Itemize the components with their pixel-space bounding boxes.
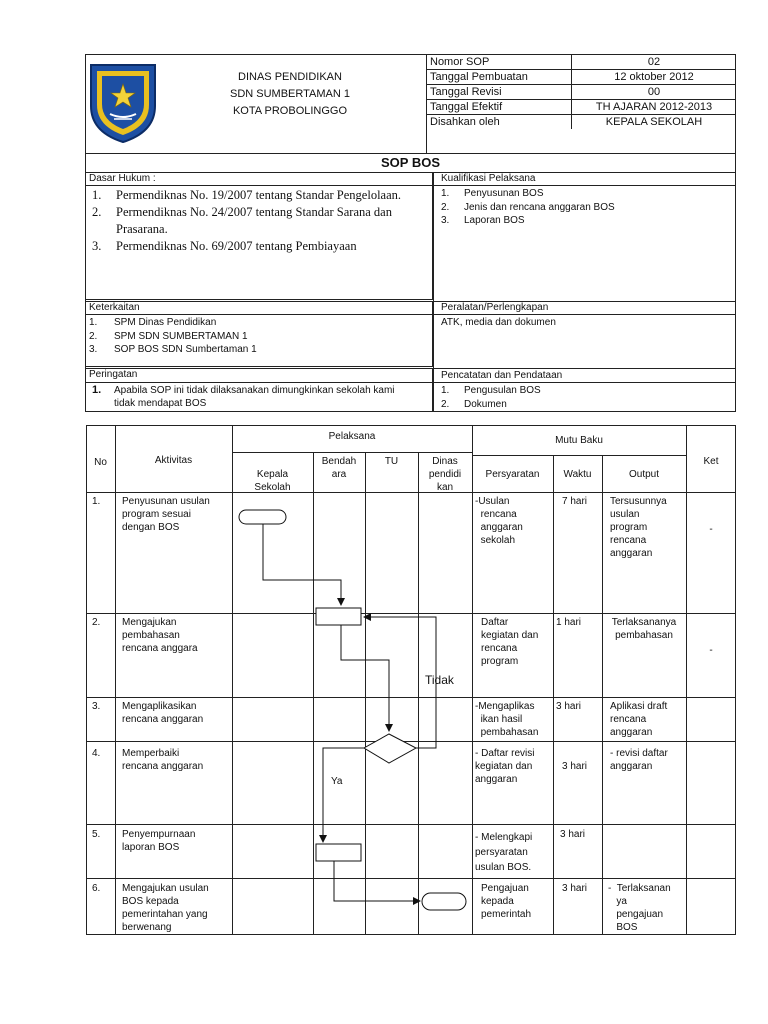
row-aktivitas: Mengajukan usulan BOS kepada pemerintahan yang berwenang [122, 883, 209, 933]
decision-diamond [364, 734, 416, 763]
list-num: 3. [92, 239, 102, 253]
meta-value: KEPALA SEKOLAH [572, 115, 736, 130]
meta-value: 00 [572, 85, 736, 100]
list-num: 1. [89, 317, 98, 328]
row-output: Terlaksananya pembahasan [611, 617, 677, 641]
col-dinas-pendidikan: Dinas pendidi kan [428, 456, 462, 493]
meta-label: Nomor SOP [427, 55, 572, 70]
list-num: 1. [92, 384, 102, 396]
meta-label: Tanggal Efektif [427, 100, 572, 115]
list-num: 1. [92, 188, 102, 202]
row-output: Aplikasi draft rencana anggaran [610, 701, 668, 738]
org-line-3: KOTA PROBOLINGGO [232, 105, 348, 117]
row-no: 1. [92, 496, 101, 507]
row-no: 5. [92, 829, 101, 840]
list-item: Permendiknas No. 19/2007 tentang Standar Pengelolaan. [116, 188, 402, 202]
row-no: 3. [92, 701, 101, 712]
col-pelaksana: Pelaksana [328, 431, 376, 442]
kualifikasi-label: Kualifikasi Pelaksana [441, 173, 536, 184]
row-persyaratan: - Daftar revisi kegiatan dan anggaran [475, 748, 535, 785]
meta-value: 02 [572, 55, 736, 70]
row-waktu: 3 hari [560, 829, 586, 840]
row-waktu: 3 hari [562, 761, 588, 772]
page-title: SOP BOS [380, 155, 440, 170]
meta-label: Disahkan oleh [430, 116, 500, 128]
list-item: Permendiknas No. 69/2007 tentang Pembiayaan [116, 239, 357, 253]
col-kepala-sekolah: Kepala Sekolah [254, 469, 291, 493]
col-no: No [94, 457, 107, 468]
row-persyaratan: -Usulan rencana anggaran sekolah [475, 496, 523, 546]
list-num: 3. [89, 344, 98, 355]
list-item: SPM SDN SUMBERTAMAN 1 [114, 330, 248, 342]
meta-value: TH AJARAN 2012-2013 [572, 100, 736, 115]
flow-arrow [334, 861, 420, 901]
org-line-2: SDN SUMBERTAMAN 1 [229, 88, 350, 100]
dasar-hukum-label: Dasar Hukum : [89, 173, 156, 184]
peringatan-label: Peringatan [89, 369, 138, 380]
start-terminator [239, 510, 286, 524]
org-line-1: DINAS PENDIDIKAN [238, 71, 342, 83]
col-aktivitas: Aktivitas [154, 455, 193, 466]
peralatan-text: ATK, media dan dokumen [441, 317, 556, 328]
list-item: SOP BOS SDN Sumbertaman 1 [114, 344, 257, 355]
list-num: 2. [89, 330, 98, 342]
list-num: 2. [441, 398, 450, 410]
row-no: 6. [92, 883, 101, 894]
list-item: Jenis dan rencana anggaran BOS [464, 201, 615, 213]
col-tu: TU [384, 456, 399, 467]
col-mutu-baku: Mutu Baku [555, 435, 603, 446]
peralatan-label: Peralatan/Perlengkapan [441, 302, 549, 313]
list-item: Penyusunan BOS [464, 188, 544, 199]
row-waktu: 7 hari [562, 496, 588, 507]
peringatan-text: Apabila SOP ini tidak dilaksanakan dimungkinkan sekolah kami tidak mendapat BOS [114, 385, 395, 409]
row-persyaratan: Daftar kegiatan dan rencana program [481, 617, 539, 667]
col-persyaratan: Persyaratan [485, 469, 540, 480]
meta-value: 12 oktober 2012 [572, 70, 736, 85]
pencatatan-label: Pencatatan dan Pendataan [441, 370, 563, 381]
col-ket: Ket [703, 456, 719, 467]
keterkaitan-label: Keterkaitan [89, 302, 140, 313]
flow-arrow [323, 748, 364, 842]
col-waktu: Waktu [563, 469, 592, 480]
list-num: 2. [92, 205, 102, 219]
list-item: Pengusulan BOS [464, 385, 541, 396]
row-waktu: 1 hari [556, 617, 582, 628]
row-output: Tersusunnya usulan program rencana anggaran [610, 496, 667, 559]
list-item: Dokumen [464, 398, 507, 410]
row-output: - revisi daftar anggaran [610, 748, 668, 772]
meta-label: Tanggal Pembuatan [427, 70, 572, 85]
row-waktu: 3 hari [556, 701, 582, 712]
row-ket: - [709, 645, 713, 656]
row-output: - Terlaksanan ya pengajuan BOS [608, 883, 671, 933]
row-no: 2. [92, 617, 101, 628]
col-output: Output [628, 469, 660, 480]
col-bendahara: Bendah ara [321, 456, 357, 480]
flow-arrow [341, 625, 389, 731]
row-waktu: 3 hari [562, 883, 588, 894]
row-aktivitas: Penyempurnaan laporan BOS [122, 829, 196, 853]
end-terminator [422, 893, 466, 910]
row-aktivitas: Memperbaiki rencana anggaran [122, 748, 204, 772]
flow-arrow [263, 524, 341, 605]
row-persyaratan: -Mengaplikas ikan hasil pembahasan [475, 701, 539, 738]
process-box [316, 608, 361, 625]
flow-label-ya: Ya [331, 776, 343, 787]
list-item: Permendiknas No. 24/2007 tentang Standar Sarana dan Prasarana. [116, 205, 392, 236]
list-item: Laporan BOS [464, 215, 525, 226]
list-num: 1. [441, 188, 450, 199]
meta-label: Tanggal Revisi [427, 85, 572, 100]
row-aktivitas: Mengajukan pembahasan rencana anggara [122, 617, 198, 654]
row-persyaratan: Pengajuan kepada pemerintah [481, 883, 532, 920]
row-persyaratan: - Melengkapi persyaratan usulan BOS. [475, 832, 533, 873]
list-item: SPM Dinas Pendidikan [114, 317, 217, 328]
list-num: 2. [441, 201, 450, 213]
list-num: 3. [441, 215, 450, 226]
flow-label-tidak: Tidak [425, 673, 454, 687]
row-aktivitas: Penyusunan usulan program sesuai dengan BOS [122, 496, 210, 533]
row-aktivitas: Mengaplikasikan rencana anggaran [122, 701, 204, 725]
row-ket: - [709, 524, 713, 535]
process-box [316, 844, 361, 861]
list-num: 1. [441, 385, 450, 396]
row-no: 4. [92, 748, 101, 759]
